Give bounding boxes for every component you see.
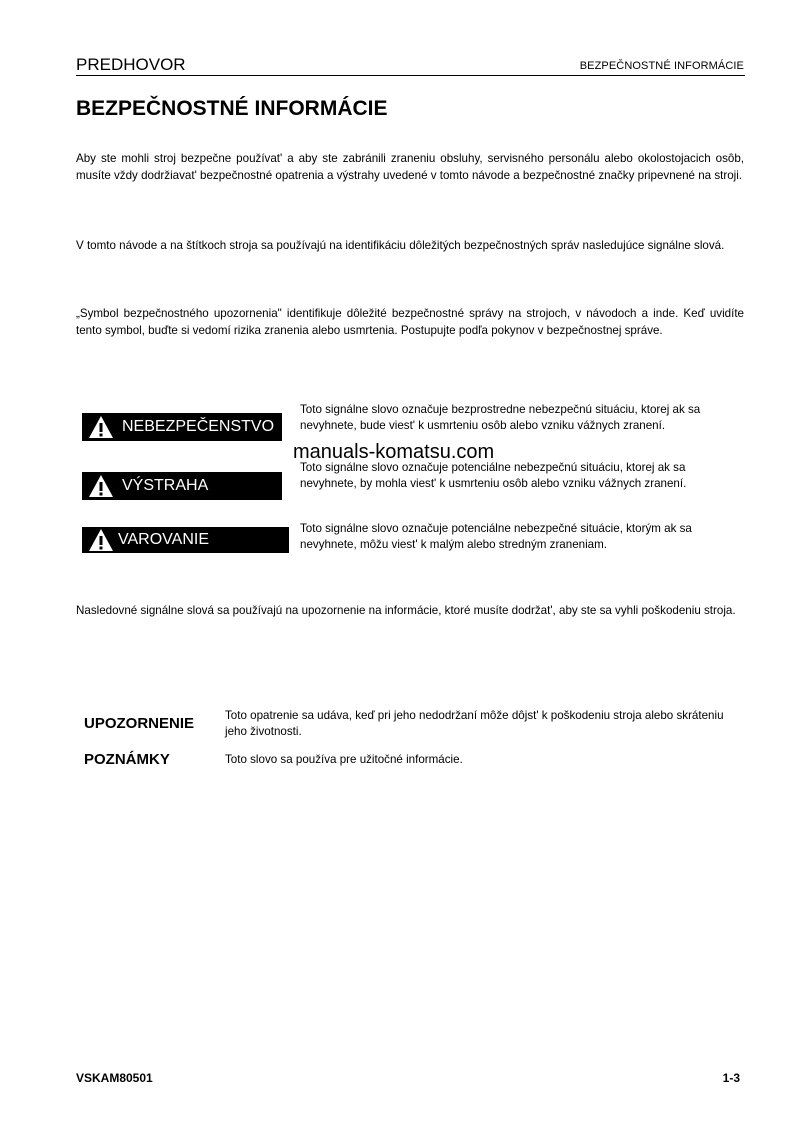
signal-word-description: Toto signálne slovo označuje bezprostredne nebezpečnú situáciu, ktorej ak sa nevyhnete, bude viest' k usmrteniu osôb alebo vzniku vážnych zranení. bbox=[300, 403, 701, 432]
signal-word-description: Toto signálne slovo označuje potenciálne nebezpečnú situáciu, ktorej ak sa nevyhnete, by mohla viest' k usmrteniu osôb alebo vzniku vážnych zranení. bbox=[300, 461, 687, 490]
safety-symbol-paragraph: „Symbol bezpečnostného upozornenia" identifikuje dôležité bezpečnostné správy na strojoch, v návodoch a inde. Keď uvidíte tento symbol, buďte si vedomí rizika zranenia alebo usmrtenia. Postupujte podľa pokynov v bezpečnostnej správe. bbox=[76, 307, 744, 337]
signal-words-intro: V tomto návode a na štítkoch stroja sa používajú na identifikáciu dôležitých bezpečnostných správ nasledujúce signálne slová. bbox=[76, 239, 725, 252]
watermark: manuals-komatsu.com bbox=[293, 441, 495, 463]
notice-text: Toto slovo sa používa pre užitočné informácie. bbox=[225, 753, 463, 766]
page-title: BEZPEČNOSTNÉ INFORMÁCIE bbox=[76, 97, 388, 120]
page-number: 1-3 bbox=[722, 1071, 740, 1085]
banner-varovanie bbox=[82, 527, 289, 553]
intro-paragraph: Aby ste mohli stroj bezpečne používat' a aby ste zabránili zraneniu obsluhy, servisného personálu alebo okolostojacich osôb, musíte vždy dodržiavat' bezpečnostné opatrenia a výstrahy uvedené v tomto návode a bezpečnostné značky pripevnené na stroji. bbox=[76, 152, 744, 182]
header-section: PREDHOVOR bbox=[76, 55, 186, 74]
header-chapter: BEZPEČNOSTNÉ INFORMÁCIE bbox=[579, 60, 744, 72]
notice-label-upozornenie: UPOZORNENIE bbox=[84, 715, 195, 732]
warning-triangle-icon bbox=[88, 415, 114, 439]
signal-word-label: NEBEZPEČENSTVO bbox=[122, 418, 275, 435]
banner-nebezpecenstvo bbox=[82, 413, 282, 441]
warning-triangle-icon bbox=[88, 474, 114, 498]
notice-label-poznamky: POZNÁMKY bbox=[84, 751, 170, 768]
warning-triangle-icon bbox=[88, 528, 114, 552]
header-divider bbox=[76, 75, 745, 76]
signal-word-description: Toto signálne slovo označuje potenciálne nebezpečné situácie, ktorým ak sa nevyhnete, môžu viest' k malým alebo stredným zraneniam. bbox=[300, 522, 692, 551]
notice-text: Toto opatrenie sa udáva, keď pri jeho nedodržaní môže dôjst' k poškodeniu stroja alebo skráteniu jeho životnosti. bbox=[225, 709, 724, 738]
document-code: VSKAM80501 bbox=[76, 1071, 153, 1085]
signal-word-label: VAROVANIE bbox=[118, 531, 209, 548]
signal-word-label: VÝSTRAHA bbox=[122, 477, 209, 494]
banner-vystraha bbox=[82, 472, 282, 500]
damage-notice-intro: Nasledovné signálne slová sa používajú na upozornenie na informácie, ktoré musíte dodržat', aby ste sa vyhli poškodeniu stroja. bbox=[76, 604, 736, 617]
